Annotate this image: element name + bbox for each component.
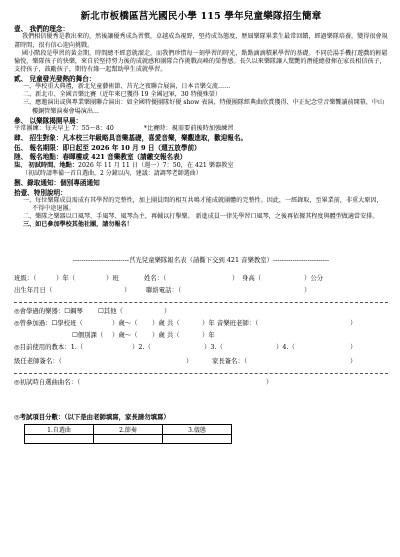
year-label: ）年（	[56, 274, 76, 283]
section-heading-1: 壹、 我們的理念：	[14, 25, 70, 33]
list-item: 二、新北市、全國音樂比賽（近年來已獲得 19 全國冠軍，30 特優殊榮）	[23, 91, 222, 99]
score-header-cell: 1.自選曲	[25, 425, 94, 435]
list-item: 一、學校重大典禮，新北兒童藝術節、莒光之夜聯合展演，日本音樂交流……	[23, 83, 231, 91]
score-header-cell: 2.節奏	[94, 425, 163, 435]
score-cell[interactable]	[94, 435, 163, 444]
private-age-from: ）歲～（	[112, 331, 138, 340]
song-label: ◎初試時自選曲曲名：（	[14, 378, 81, 387]
paragraph: 我們相信優秀是教出來的，然後讓優秀成為習慣，卓越成為視野，堅持成為態度，歷屆樂隊畢業生最常回饋，經過樂隊培養，變得很會規畫時間，很有信心迎向挑戰。	[14, 33, 388, 49]
list-item: 二、樂隊之樂器以口風琴、手風琴、風琴為主，再輔以打擊樂。 新進成員一律先學習口風琴，之後再依據其程度與體型做適當安排。	[23, 213, 379, 221]
section-heading-6: 陸、 報名地點：春暉樓或 421 音樂教室（請繳交報名表）	[14, 153, 187, 162]
section-heading-7-rest: 2026 年 11 月 11 日（週一）7：50，在 421 樂器教室	[78, 161, 234, 169]
section-heading-5: 伍、 報名期限：即日起至 2026 年 10 月 9 日（週五放學前）	[14, 143, 201, 152]
private-age-to: ）歲 共（	[152, 331, 180, 340]
parent-signature-label: 家長簽名：（	[212, 357, 248, 366]
score-cell[interactable]	[25, 435, 94, 444]
form-row-attend	[14, 319, 388, 331]
textbook-label: ◎目前使用的教本：1.（	[14, 343, 84, 352]
registration-form-title: --------------------------莒光兒童樂隊報名表（請撕下交到 421 音樂教室）--------------------------	[72, 256, 330, 265]
form-row-class	[14, 274, 388, 286]
class-label: 班級：（	[14, 274, 37, 283]
special-notes-heading: 拾壹、特別說明：	[14, 188, 67, 197]
phone-close: ）	[304, 286, 311, 295]
parent-signature-close: ）	[350, 357, 357, 366]
section-heading-3: 參、 以樂隊揭開早晨：	[14, 116, 83, 125]
private-label: ☐個別課（	[72, 331, 104, 340]
phone-label: 聯絡電話：（	[146, 286, 182, 295]
score-header-cell: 3.儀態	[163, 425, 232, 435]
height-unit: ）公分	[304, 274, 324, 283]
attend-age-to: ）歲 共（	[152, 319, 180, 328]
textbook-2: ）2.（	[132, 343, 151, 352]
experience-close: ）	[164, 307, 171, 316]
table-row	[25, 435, 232, 444]
textbook-3: ）3.（	[204, 343, 223, 352]
form-row-song	[14, 378, 388, 390]
section-heading-4: 肆、 招生對象：凡本校三年級略具音樂基礎，喜愛音樂，樂觀進取，歡迎報名。	[14, 134, 248, 143]
name-close: ）	[232, 274, 239, 283]
list-item: 三、應邀演出或與專業樂團聯合演出：如全國特優團隊好優 show 表演，特優團隊經典曲欣賞獲得、中正紀念堂音樂饗讀前開幕，中山樓銅管樂演奏會場演出…	[23, 99, 385, 115]
form-row-experience	[14, 307, 388, 319]
audition-note: （初試時請準備一首自選曲，2 分鐘以內，建議：請調琴老師選曲）	[22, 170, 202, 178]
height-label: 身高（	[242, 274, 262, 283]
private-year: ）年	[202, 331, 215, 340]
birth-close: ）	[124, 286, 131, 295]
experience-other: ☐其他（	[98, 307, 123, 316]
teacher-signature-label: 級任老師簽名：（	[14, 357, 62, 366]
textbook-4: ）4.（	[276, 343, 295, 352]
form-row-textbook	[14, 343, 388, 355]
attend-label: ◎曾參加過：☐學校班（	[14, 319, 83, 328]
textbook-close: ）	[350, 343, 357, 352]
teacher-signature-close: ）	[186, 357, 193, 366]
score-cell[interactable]	[163, 435, 232, 444]
practice-time	[14, 125, 388, 133]
form-row-private	[14, 331, 388, 343]
attend-age-from: ）歲～（	[112, 319, 138, 328]
dotted-divider	[14, 302, 388, 303]
score-section-title: ◎考試項目分數：（以下是由老師填寫，家長請勿填寫）	[14, 413, 170, 422]
form-row-birth	[14, 286, 388, 298]
registration-form	[14, 274, 388, 390]
song-close: ）	[266, 378, 273, 387]
class-suffix: ）班	[106, 274, 119, 283]
section-heading-2: 貳、 兒童發光發熱的舞台：	[14, 74, 96, 83]
attend-close: ）	[350, 319, 357, 328]
section-heading-7-bold: 柒、 初試時間、地點：	[14, 161, 79, 169]
experience-label: ◎會學過的樂器：☐鋼琴	[14, 307, 83, 316]
list-item: 三、如已參加學校其他社團，請勿報名！	[23, 221, 133, 229]
section-heading-7	[14, 162, 388, 170]
name-label: 姓名：（	[144, 274, 167, 283]
table-row	[25, 425, 232, 435]
attend-year: ）年 音樂班老師：（	[202, 319, 259, 328]
page-title: 新北市板橋區莒光國民小學 115 學年兒童樂隊招生簡章	[80, 11, 322, 22]
section-heading-8: 捌、錄取通知：個別專函通知	[14, 179, 100, 188]
score-table	[24, 424, 232, 444]
dotted-divider	[14, 373, 388, 374]
birth-label: 出生年月日（	[14, 286, 53, 295]
list-item: 一、每位樂隊成員需成有其學習的完整性，加上團員間的相互共鳴才能成就團體的完整性。因此，一經錄取，至畢業前，非重大原因，不得中途退團。	[23, 196, 383, 212]
practice-time-label: 平常團練：每天早上 7：55～8：40	[14, 125, 114, 133]
form-row-signatures	[14, 357, 388, 369]
practice-time-note: *比賽時：視需要前後時加強練習	[143, 125, 234, 133]
paragraph: 國小階段是學習的黃金期，時間總不經意就溜走，而我們珍惜每一刻學習的時光，點點滴滴積累學習的基礎。不同於湯手機打遊戲的輕鬆愉悅，樂隊孩子的快樂，來自於堅持努力後的成就感和團隊合作挑戰高峰的榮譽感。長久以來樂隊讓人驚艷的潛能總發揮在家長相信孩子，支持孩子，鼓勵孩子，期待有緣一起幫助學生成就學習。	[14, 49, 388, 73]
